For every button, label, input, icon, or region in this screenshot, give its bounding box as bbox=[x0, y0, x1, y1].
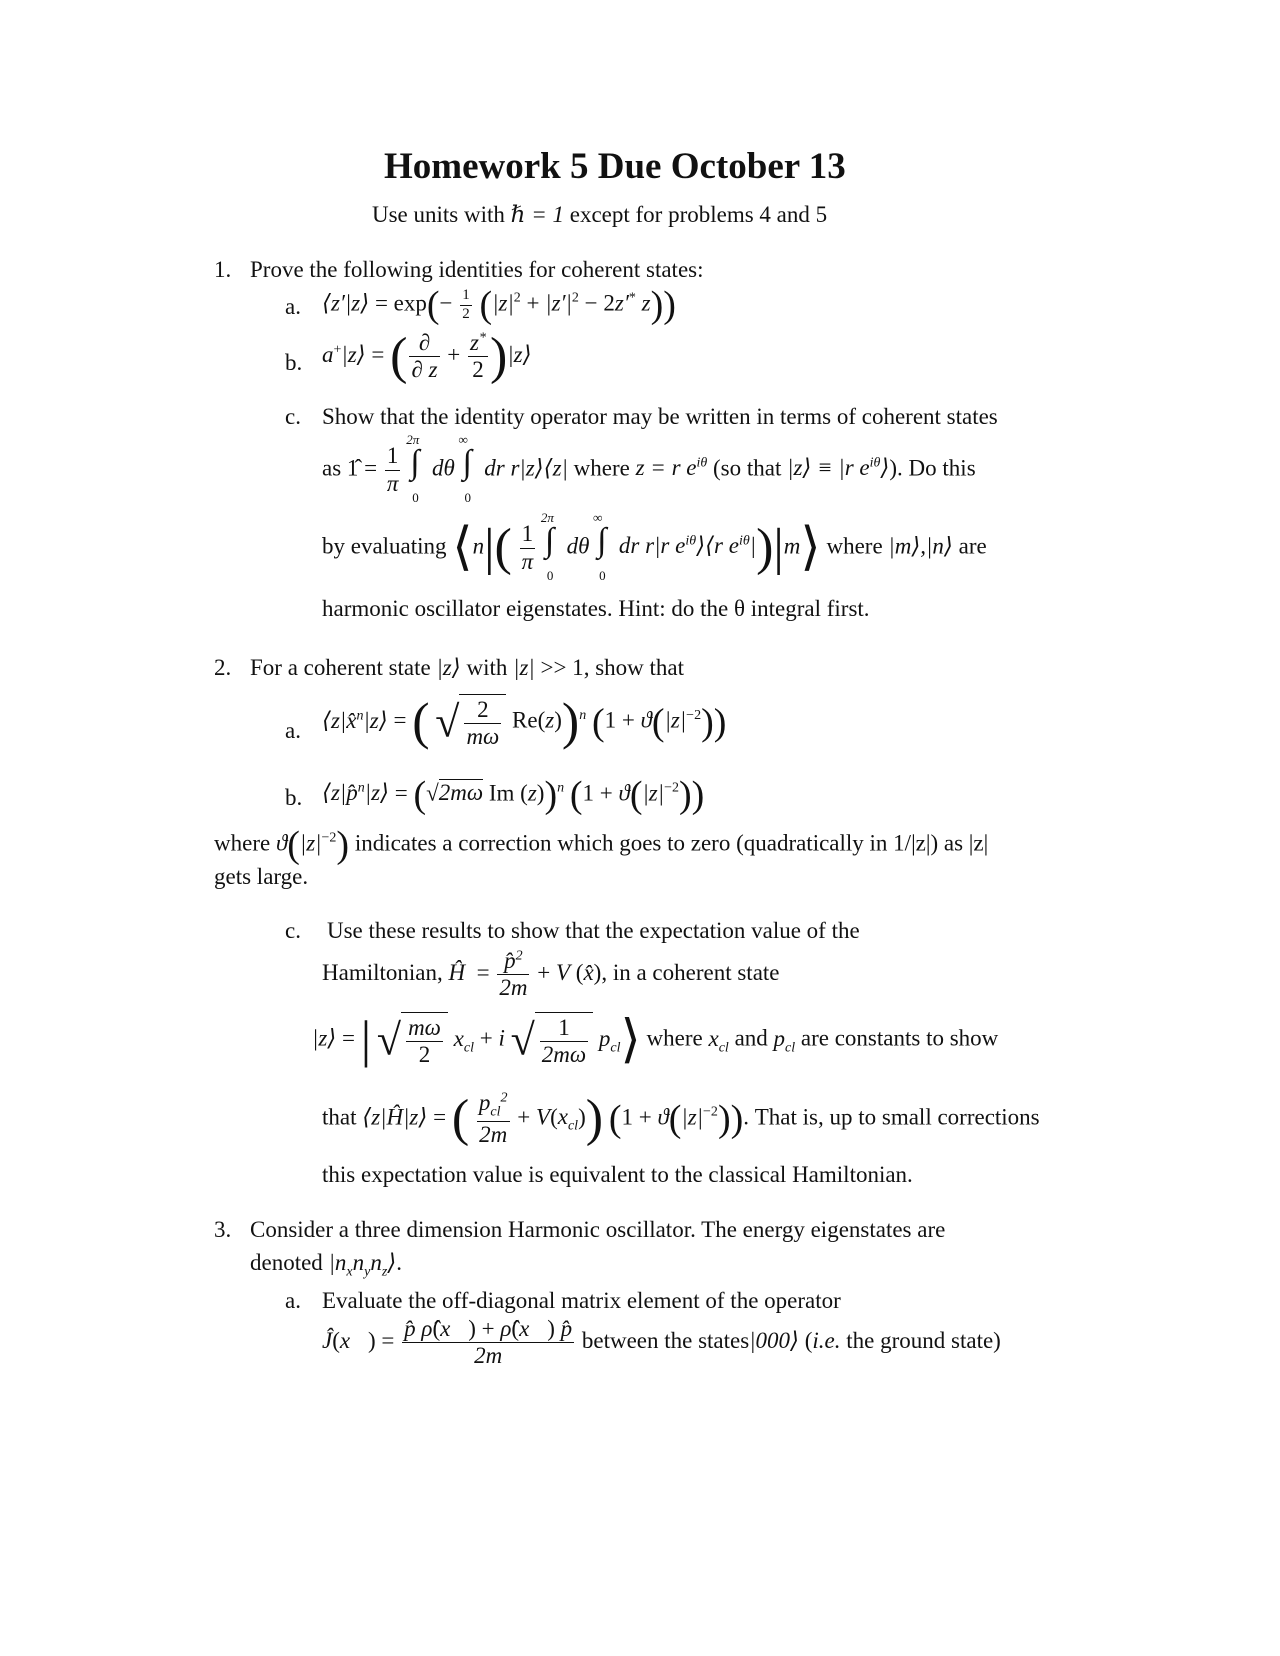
p2c-and: and bbox=[734, 1025, 768, 1051]
p2c-upto: . That is, up to small corrections bbox=[743, 1104, 1040, 1130]
p2c-tail: this expectation value is equivalent to the classical Hamiltonian. bbox=[322, 1162, 913, 1187]
p1c-text: Show that the identity operator may be written in terms of coherent states bbox=[322, 404, 998, 429]
p2-intro: For a coherent state |z⟩ with |z| >> 1, show that bbox=[250, 655, 684, 680]
p2c-ham: Hamiltonian, bbox=[322, 960, 443, 986]
p1c-are: are bbox=[958, 533, 987, 559]
p3-between: between the states bbox=[581, 1328, 750, 1354]
p1c-tail: harmonic oscillator eigenstates. Hint: do the θ integral first. bbox=[322, 596, 870, 621]
subtitle-post: except for problems 4 and 5 bbox=[569, 202, 828, 227]
p1c-evaluate-line: by evaluating ⟨n|( $\frac{1}{\pi}$ 2π ∫ 0 dθ ∞ ∫ 0 dr r|r $e^{i\theta}⟩⟨r$ $e^{i\theta}|)|m⟩$ where |m⟩,|n⟩ are bbox=[322, 510, 987, 583]
p3-denoted-line: denoted $|n_xn_yn_z⟩$. bbox=[250, 1250, 403, 1280]
p1c-where2: where bbox=[826, 533, 883, 559]
p3-number: 3. bbox=[214, 1217, 232, 1242]
p1b-label: b. bbox=[285, 350, 303, 375]
p3-denoted: denoted bbox=[250, 1250, 323, 1275]
p1c-dothis: ). Do this bbox=[889, 455, 976, 481]
page-title: Homework 5 Due October 13 bbox=[384, 146, 846, 187]
p3-ie: i.e. bbox=[812, 1328, 841, 1354]
p2c-inc: , in a coherent state bbox=[601, 960, 780, 986]
p2c-result-line: that ⟨z|Ĥ|z⟩ = ( $\frac{p_{cl}^2}{2m}$ + $V(x_{cl})$) $(1 + ϑ(|z|^{-2}))$. That is, up to small corrections bbox=[322, 1090, 1040, 1148]
p2-where-post: indicates a correction which goes to zero (quadratically in 1/|z|) as |z| bbox=[354, 830, 989, 856]
p2b-label: b. bbox=[285, 785, 303, 810]
p3-ground: the ground state) bbox=[846, 1328, 1001, 1354]
p3a-text: Evaluate the off-diagonal matrix element of the operator bbox=[322, 1288, 841, 1313]
p2-where-tail: gets large. bbox=[214, 864, 309, 889]
p2c-text: Use these results to show that the expectation value of the bbox=[327, 918, 860, 943]
p1c-identity-line: as 1̂ = $\frac{1}{\pi}$ 2π ∫ 0 dθ ∞ ∫ 0 dr r|z⟩⟨z| where z = r $e^{i\theta}$ (so that |z⟩ ≡ |r $e^{i\theta}⟩$). Do this bbox=[322, 432, 976, 505]
p3a-operator-line: Ĵ(x⃗) = $\frac{p̂ \rhô(x⃗) + \rhô(x⃗) p̂}{2m}$ between the states|000⟩ (i.e. the ground state) bbox=[322, 1316, 1001, 1369]
p2b-equation: ⟨z|p̂$^n$|z⟩ = (√2mω Im (z))$^n$ $(1 + ϑ(|z|^{-2}))$ bbox=[322, 774, 705, 816]
p1c-sothat: (so that bbox=[713, 455, 782, 481]
p2-where-pre: where bbox=[214, 830, 271, 856]
p2c-that: that bbox=[322, 1104, 357, 1130]
p2-intro-post: , show that bbox=[583, 655, 684, 680]
p2-where-line: where $ϑ(|z|^{-2})$ indicates a correction which goes to zero (quadratically in 1/|z|) as |z| bbox=[214, 824, 989, 866]
p1c-where: where bbox=[573, 455, 630, 481]
p1-intro: Prove the following identities for coherent states: bbox=[250, 257, 704, 282]
p2-number: 2. bbox=[214, 655, 232, 680]
p2c-const: are constants to show bbox=[800, 1025, 999, 1051]
p1c-as: as bbox=[322, 455, 342, 481]
p2c-where: where bbox=[646, 1025, 703, 1051]
subtitle-math: ℏ = 1 bbox=[510, 202, 564, 227]
p1a-label: a. bbox=[285, 294, 301, 319]
p1-number: 1. bbox=[214, 257, 232, 282]
p1c-label: c. bbox=[285, 404, 301, 429]
p2c-hamiltonian-line: Hamiltonian, Ĥ = $\frac{p̂^2}{2m}$ + V (x̂), in a coherent state bbox=[322, 948, 780, 1001]
subtitle-pre: Use units with bbox=[372, 202, 505, 227]
p2-intro-with: with bbox=[466, 655, 508, 680]
p2-intro-pre: For a coherent state bbox=[250, 655, 431, 680]
p2c-state-line: |z⟩ = | √ $\frac{m\omega}{2}$ $x_{cl} + i$ √ $\frac{1}{2m\omega}$ $p_{cl}⟩$ where $x_{cl}$ and $p_{cl}$ are constants to show bbox=[312, 1011, 999, 1069]
p2c-label: c. bbox=[285, 918, 301, 943]
p2a-label: a. bbox=[285, 718, 301, 743]
p1b-equation: a+|z⟩ = ( $\frac{\partial}{\partial z}$ + $\frac{z^*}{2}$ )|z⟩ bbox=[322, 327, 532, 385]
p2a-equation: ⟨z|x̂$^n$|z⟩ = ( √ $\frac{2}{m\omega}$ Re(z))$^n$ $(1 + ϑ(|z|^{-2}))$ bbox=[322, 693, 727, 751]
p3a-label: a. bbox=[285, 1288, 301, 1313]
p3-intro: Consider a three dimension Harmonic oscillator. The energy eigenstates are bbox=[250, 1217, 946, 1242]
p1a-equation: ⟨z′|z⟩ = exp(− $\frac{1}{2}$ ($|z|^2 + |z'|^2 - 2z'^*$ z)) bbox=[322, 284, 676, 326]
p1c-by: by evaluating bbox=[322, 533, 447, 559]
subtitle bbox=[372, 202, 827, 228]
